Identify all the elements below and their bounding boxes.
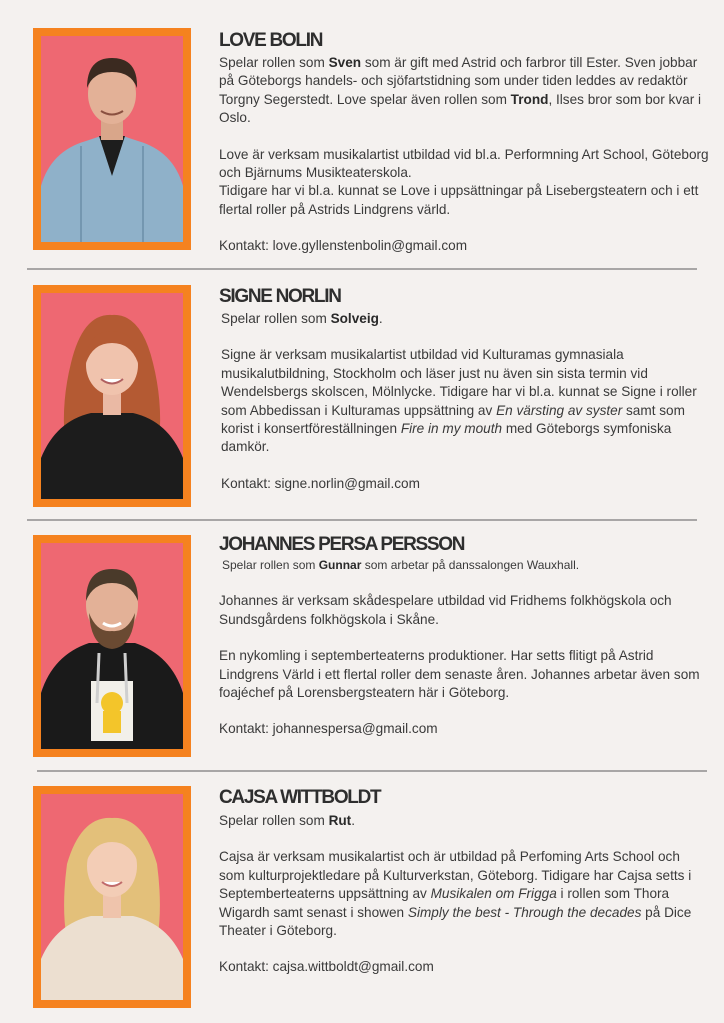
role-name-2: Trond xyxy=(510,91,549,107)
role-paragraph: Spelar rollen som Sven som är gift med Astrid och farbror till Ester. Sven jobbar på Göteborgs handels- och sjöfartstidning som under tiden leddes av redaktör Torgny Segerstedt. Love spelar även rollen som Trond, Ilses bror som bor kvar i Oslo. xyxy=(219,55,702,126)
portrait-frame-johannes-persa-persson xyxy=(33,535,191,757)
contact-line: Kontakt: johannespersa@gmail.com xyxy=(219,721,438,737)
member-name: SIGNE NORLIN xyxy=(219,286,341,307)
role-name: Gunnar xyxy=(318,558,362,572)
portrait-photo-johannes-persa-persson xyxy=(41,543,183,749)
member-description xyxy=(219,812,709,977)
role-paragraph: Spelar rollen som Gunnar som arbetar på danssalongen Wauxhall. xyxy=(222,558,580,572)
role-name: Solveig xyxy=(330,311,379,326)
role-paragraph: Spelar rollen som Solveig. xyxy=(221,311,383,326)
contact-line: Kontakt: signe.norlin@gmail.com xyxy=(221,475,420,491)
member-name: LOVE BOLIN xyxy=(219,30,323,51)
member-description xyxy=(221,310,709,493)
bio-paragraph: Cajsa är verksam musikalartist och är utbildad på Perfoming Arts School och som kulturprojektledare på Kulturverkstan, Göteborg. Tidigare har Cajsa setts i Septemberteaterns uppsättning av Musikalen om Frigga i rollen som Thora Wigardh samt senast i showen Simply the best - Through the decades på Dice Theater i Göteborg. xyxy=(219,849,692,939)
member-description xyxy=(219,54,714,256)
bio-paragraph: En nykomling i septemberteaterns produktioner. Har setts flitigt på Astrid Lindgrens Värld i ett flertal roller dem senaste åren. Johannes arbetar även som foajéchef på Lorensbergsteatern här i Göteborg. xyxy=(219,648,700,701)
member-name: JOHANNES PERSA PERSSON xyxy=(219,534,465,555)
portrait-frame-cajsa-wittboldt xyxy=(33,786,191,1008)
portrait-frame-love-bolin xyxy=(33,28,191,250)
contact-line: Kontakt: cajsa.wittboldt@gmail.com xyxy=(219,959,434,975)
bio-paragraph: Signe är verksam musikalartist utbildad vid Kulturamas gymnasiala musikalutbildning, Stockholm och läser just nu även sin sista termin vid Wendelsbergs skolscen, Mölnlycke. Tidigare har vi bl.a. kunnat se Signe i roller som Abbedissan i Kulturamas uppsättning av En värsting av syster samt som korist i konsertföreställningen Fire in my mouth med Göteborgs symfoniska damkör. xyxy=(221,347,697,455)
portrait-photo-love-bolin xyxy=(41,36,183,242)
portrait-frame-signe-norlin xyxy=(33,285,191,507)
section-divider xyxy=(27,268,697,270)
portrait-photo-cajsa-wittboldt xyxy=(41,794,183,1000)
role-name: Sven xyxy=(328,55,362,70)
bio-paragraph: Johannes är verksam skådespelare utbildad vid Fridhems folkhögskola och Sundsgårdens folkhögskola i Skåne. xyxy=(219,593,672,627)
section-divider xyxy=(37,770,707,772)
bio-paragraph: Love är verksam musikalartist utbildad vid bl.a. Performning Art School, Göteborg och Bjärnums Musikteaterskola. Tidigare har vi bl.a. kunnat se Love i uppsättningar på Lisebergsteatern och i ett flertal roller på Astrids Lindgrens värld. xyxy=(219,146,709,217)
role-paragraph: Spelar rollen som Rut. xyxy=(219,813,355,828)
contact-line: Kontakt: love.gyllenstenbolin@gmail.com xyxy=(219,238,468,254)
portrait-photo-signe-norlin xyxy=(41,293,183,499)
role-name: Rut xyxy=(328,813,352,828)
section-divider xyxy=(27,519,697,521)
member-name: CAJSA WITTBOLDT xyxy=(219,787,381,808)
member-description xyxy=(219,556,707,739)
